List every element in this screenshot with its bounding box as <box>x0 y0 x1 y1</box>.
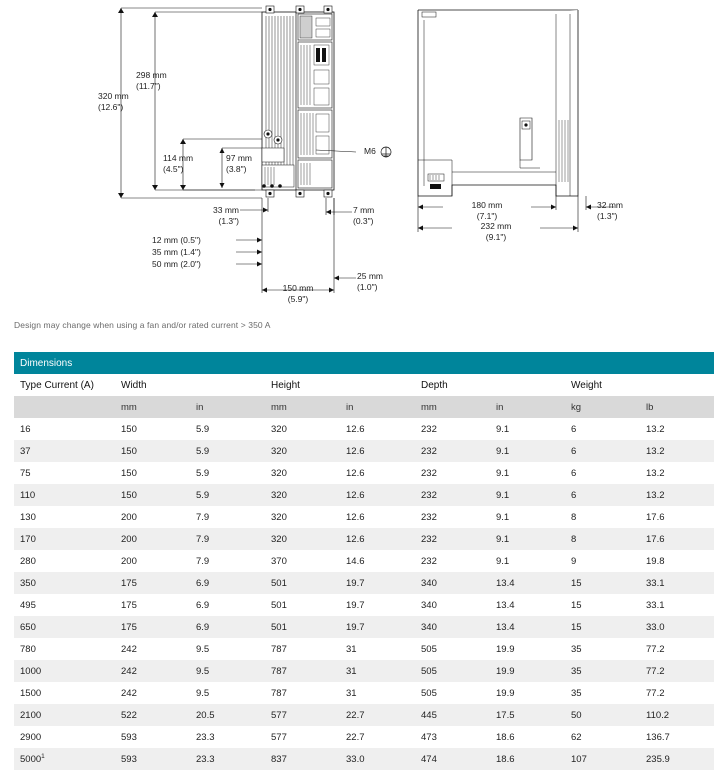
col-depth: Depth <box>415 374 565 396</box>
dim-right-7: 7 mm (0.3") <box>353 205 375 226</box>
dim-height-114: 114 mm (4.5") <box>163 153 194 174</box>
table-cell: 6 <box>565 462 640 484</box>
table-cell: 593 <box>115 726 190 748</box>
table-cell: 6 <box>565 484 640 506</box>
table-cell: 8 <box>565 506 640 528</box>
unit-height-in: in <box>340 396 415 418</box>
dim-bottom-12: 12 mm (0.5") <box>152 235 201 245</box>
table-row <box>14 594 714 616</box>
table-cell: 175 <box>115 616 190 638</box>
table-row <box>14 682 714 704</box>
table-cell: 6.9 <box>190 616 265 638</box>
table-cell: 33.1 <box>640 572 714 594</box>
dimensions-table <box>14 352 714 770</box>
dim-total-height: 320 mm (12.6") <box>98 91 129 112</box>
table-cell: 6 <box>565 418 640 440</box>
table-cell: 175 <box>115 572 190 594</box>
table-row <box>14 506 714 528</box>
table-cell: 200 <box>115 550 190 572</box>
table-cell: 9.5 <box>190 660 265 682</box>
table-title-row <box>14 352 714 374</box>
table-title: Dimensions <box>14 352 714 374</box>
dimensions-table-wrapper <box>14 352 714 770</box>
ground-terminal-label: M6 <box>364 146 376 156</box>
table-cell: 19.7 <box>340 594 415 616</box>
table-cell: 505 <box>415 660 490 682</box>
table-row <box>14 660 714 682</box>
table-unit-header-row <box>14 396 714 418</box>
table-cell: 19.9 <box>490 682 565 704</box>
table-cell: 200 <box>115 506 190 528</box>
table-cell: 18.6 <box>490 748 565 770</box>
table-cell: 33.1 <box>640 594 714 616</box>
table-cell: 232 <box>415 506 490 528</box>
footnote-marker: 1 <box>41 753 45 760</box>
table-cell: 650 <box>14 616 115 638</box>
table-cell: 13.2 <box>640 418 714 440</box>
table-cell: 23.3 <box>190 726 265 748</box>
table-cell: 370 <box>265 550 340 572</box>
table-cell: 12.6 <box>340 418 415 440</box>
table-row <box>14 550 714 572</box>
table-cell: 5000$^1$ <box>14 748 115 770</box>
table-cell: 19.8 <box>640 550 714 572</box>
table-cell: 150 <box>115 462 190 484</box>
table-cell: 12.6 <box>340 462 415 484</box>
dim-height-97: 97 mm (3.8") <box>226 153 252 174</box>
table-row <box>14 726 714 748</box>
table-row <box>14 462 714 484</box>
table-cell: 9.1 <box>490 484 565 506</box>
table-row <box>14 572 714 594</box>
table-cell: 77.2 <box>640 660 714 682</box>
table-cell: 6.9 <box>190 594 265 616</box>
table-cell: 593 <box>115 748 190 770</box>
unit-depth-mm: mm <box>415 396 490 418</box>
table-cell: 473 <box>415 726 490 748</box>
table-cell: 350 <box>14 572 115 594</box>
table-cell: 17.6 <box>640 506 714 528</box>
table-cell: 787 <box>265 682 340 704</box>
table-cell: 1500 <box>14 682 115 704</box>
table-row <box>14 484 714 506</box>
table-cell: 242 <box>115 660 190 682</box>
table-body <box>14 418 714 770</box>
table-cell: 200 <box>115 528 190 550</box>
table-cell: 9.5 <box>190 638 265 660</box>
table-cell: 110.2 <box>640 704 714 726</box>
table-row <box>14 748 714 770</box>
table-cell: 31 <box>340 638 415 660</box>
table-cell: 107 <box>565 748 640 770</box>
dim-width-150: 150 mm (5.9") <box>282 283 314 304</box>
table-cell: 62 <box>565 726 640 748</box>
unit-depth-in: in <box>490 396 565 418</box>
technical-drawing <box>0 0 723 315</box>
table-cell: 501 <box>265 594 340 616</box>
table-cell: 7.9 <box>190 550 265 572</box>
table-cell: 13.4 <box>490 616 565 638</box>
table-cell: 320 <box>265 506 340 528</box>
table-cell: 110 <box>14 484 115 506</box>
table-cell: 13.2 <box>640 484 714 506</box>
table-cell: 18.6 <box>490 726 565 748</box>
table-cell: 445 <box>415 704 490 726</box>
table-cell: 501 <box>265 572 340 594</box>
table-cell: 2100 <box>14 704 115 726</box>
table-cell: 136.7 <box>640 726 714 748</box>
table-cell: 170 <box>14 528 115 550</box>
table-cell: 15 <box>565 616 640 638</box>
dim-depth-232: 232 mm (9.1") <box>452 221 540 243</box>
table-group-header-row <box>14 374 714 396</box>
table-cell: 31 <box>340 682 415 704</box>
table-cell: 12.6 <box>340 484 415 506</box>
table-row <box>14 440 714 462</box>
table-cell: 8 <box>565 528 640 550</box>
table-cell: 9.1 <box>490 418 565 440</box>
table-cell: 37 <box>14 440 115 462</box>
table-cell: 19.9 <box>490 660 565 682</box>
table-cell: 9.1 <box>490 440 565 462</box>
table-cell: 19.7 <box>340 616 415 638</box>
col-weight: Weight <box>565 374 714 396</box>
table-row <box>14 616 714 638</box>
unit-width-mm: mm <box>115 396 190 418</box>
table-cell: 232 <box>415 528 490 550</box>
dim-height-298: 298 mm (11.7") <box>136 70 167 91</box>
unit-width-in: in <box>190 396 265 418</box>
table-cell: 150 <box>115 418 190 440</box>
table-cell: 232 <box>415 550 490 572</box>
table-cell: 33.0 <box>640 616 714 638</box>
table-cell: 13.4 <box>490 594 565 616</box>
table-cell: 175 <box>115 594 190 616</box>
table-row <box>14 638 714 660</box>
table-cell: 6.9 <box>190 572 265 594</box>
table-cell: 15 <box>565 572 640 594</box>
table-cell: 320 <box>265 440 340 462</box>
table-cell: 17.6 <box>640 528 714 550</box>
table-cell: 17.5 <box>490 704 565 726</box>
table-cell: 19.7 <box>340 572 415 594</box>
table-cell: 7.9 <box>190 506 265 528</box>
table-cell: 340 <box>415 616 490 638</box>
dim-bottom-33: 33 mm (1.3") <box>213 205 239 226</box>
table-cell: 242 <box>115 682 190 704</box>
table-cell: 232 <box>415 484 490 506</box>
table-cell: 19.9 <box>490 638 565 660</box>
table-cell: 12.6 <box>340 528 415 550</box>
table-cell: 577 <box>265 704 340 726</box>
table-cell: 23.3 <box>190 748 265 770</box>
table-cell: 5.9 <box>190 418 265 440</box>
table-cell: 320 <box>265 462 340 484</box>
table-cell: 242 <box>115 638 190 660</box>
table-cell: 13.2 <box>640 440 714 462</box>
table-cell: 22.7 <box>340 704 415 726</box>
table-cell: 232 <box>415 440 490 462</box>
table-cell: 780 <box>14 638 115 660</box>
table-row <box>14 528 714 550</box>
table-cell: 9.1 <box>490 506 565 528</box>
table-cell: 280 <box>14 550 115 572</box>
table-cell: 232 <box>415 462 490 484</box>
dim-bottom-35: 35 mm (1.4") <box>152 247 201 257</box>
table-cell: 1000 <box>14 660 115 682</box>
dim-depth-32: 32 mm (1.3") <box>597 200 623 221</box>
table-cell: 35 <box>565 682 640 704</box>
dim-depth-180: 180 mm (7.1") <box>443 200 531 222</box>
table-cell: 13.2 <box>640 462 714 484</box>
unit-weight-lb: lb <box>640 396 714 418</box>
table-cell: 320 <box>265 528 340 550</box>
table-cell: 16 <box>14 418 115 440</box>
dim-right-25: 25 mm (1.0") <box>357 271 383 292</box>
table-cell: 6 <box>565 440 640 462</box>
table-cell: 495 <box>14 594 115 616</box>
table-cell: 13.4 <box>490 572 565 594</box>
table-cell: 22.7 <box>340 726 415 748</box>
unit-height-mm: mm <box>265 396 340 418</box>
table-cell: 5.9 <box>190 462 265 484</box>
table-cell: 787 <box>265 638 340 660</box>
table-cell: 522 <box>115 704 190 726</box>
unit-blank <box>14 396 115 418</box>
table-cell: 7.9 <box>190 528 265 550</box>
design-note: Design may change when using a fan and/or rated current > 350 A <box>14 320 271 330</box>
table-cell: 505 <box>415 638 490 660</box>
table-cell: 505 <box>415 682 490 704</box>
table-cell: 837 <box>265 748 340 770</box>
col-width: Width <box>115 374 265 396</box>
table-cell: 9.1 <box>490 528 565 550</box>
table-cell: 232 <box>415 418 490 440</box>
table-cell: 9.5 <box>190 682 265 704</box>
table-cell: 14.6 <box>340 550 415 572</box>
table-cell: 474 <box>415 748 490 770</box>
col-height: Height <box>265 374 415 396</box>
table-cell: 9.1 <box>490 462 565 484</box>
table-cell: 577 <box>265 726 340 748</box>
table-cell: 340 <box>415 594 490 616</box>
table-cell: 235.9 <box>640 748 714 770</box>
table-cell: 130 <box>14 506 115 528</box>
table-cell: 35 <box>565 660 640 682</box>
table-cell: 2900 <box>14 726 115 748</box>
table-cell: 75 <box>14 462 115 484</box>
table-cell: 787 <box>265 660 340 682</box>
table-cell: 31 <box>340 660 415 682</box>
table-cell: 9.1 <box>490 550 565 572</box>
table-cell: 150 <box>115 484 190 506</box>
table-cell: 20.5 <box>190 704 265 726</box>
col-type-current: Type Current (A) <box>14 374 115 396</box>
table-cell: 50 <box>565 704 640 726</box>
dim-bottom-50: 50 mm (2.0") <box>152 259 201 269</box>
unit-weight-kg: kg <box>565 396 640 418</box>
table-cell: 150 <box>115 440 190 462</box>
table-cell: 5.9 <box>190 440 265 462</box>
table-row <box>14 704 714 726</box>
table-cell: 12.6 <box>340 506 415 528</box>
table-cell: 320 <box>265 418 340 440</box>
table-cell: 77.2 <box>640 638 714 660</box>
table-cell: 501 <box>265 616 340 638</box>
table-cell: 5.9 <box>190 484 265 506</box>
table-row <box>14 418 714 440</box>
table-cell: 9 <box>565 550 640 572</box>
table-cell: 77.2 <box>640 682 714 704</box>
table-cell: 35 <box>565 638 640 660</box>
table-cell: 15 <box>565 594 640 616</box>
table-cell: 340 <box>415 572 490 594</box>
table-cell: 33.0 <box>340 748 415 770</box>
table-cell: 320 <box>265 484 340 506</box>
table-cell: 12.6 <box>340 440 415 462</box>
